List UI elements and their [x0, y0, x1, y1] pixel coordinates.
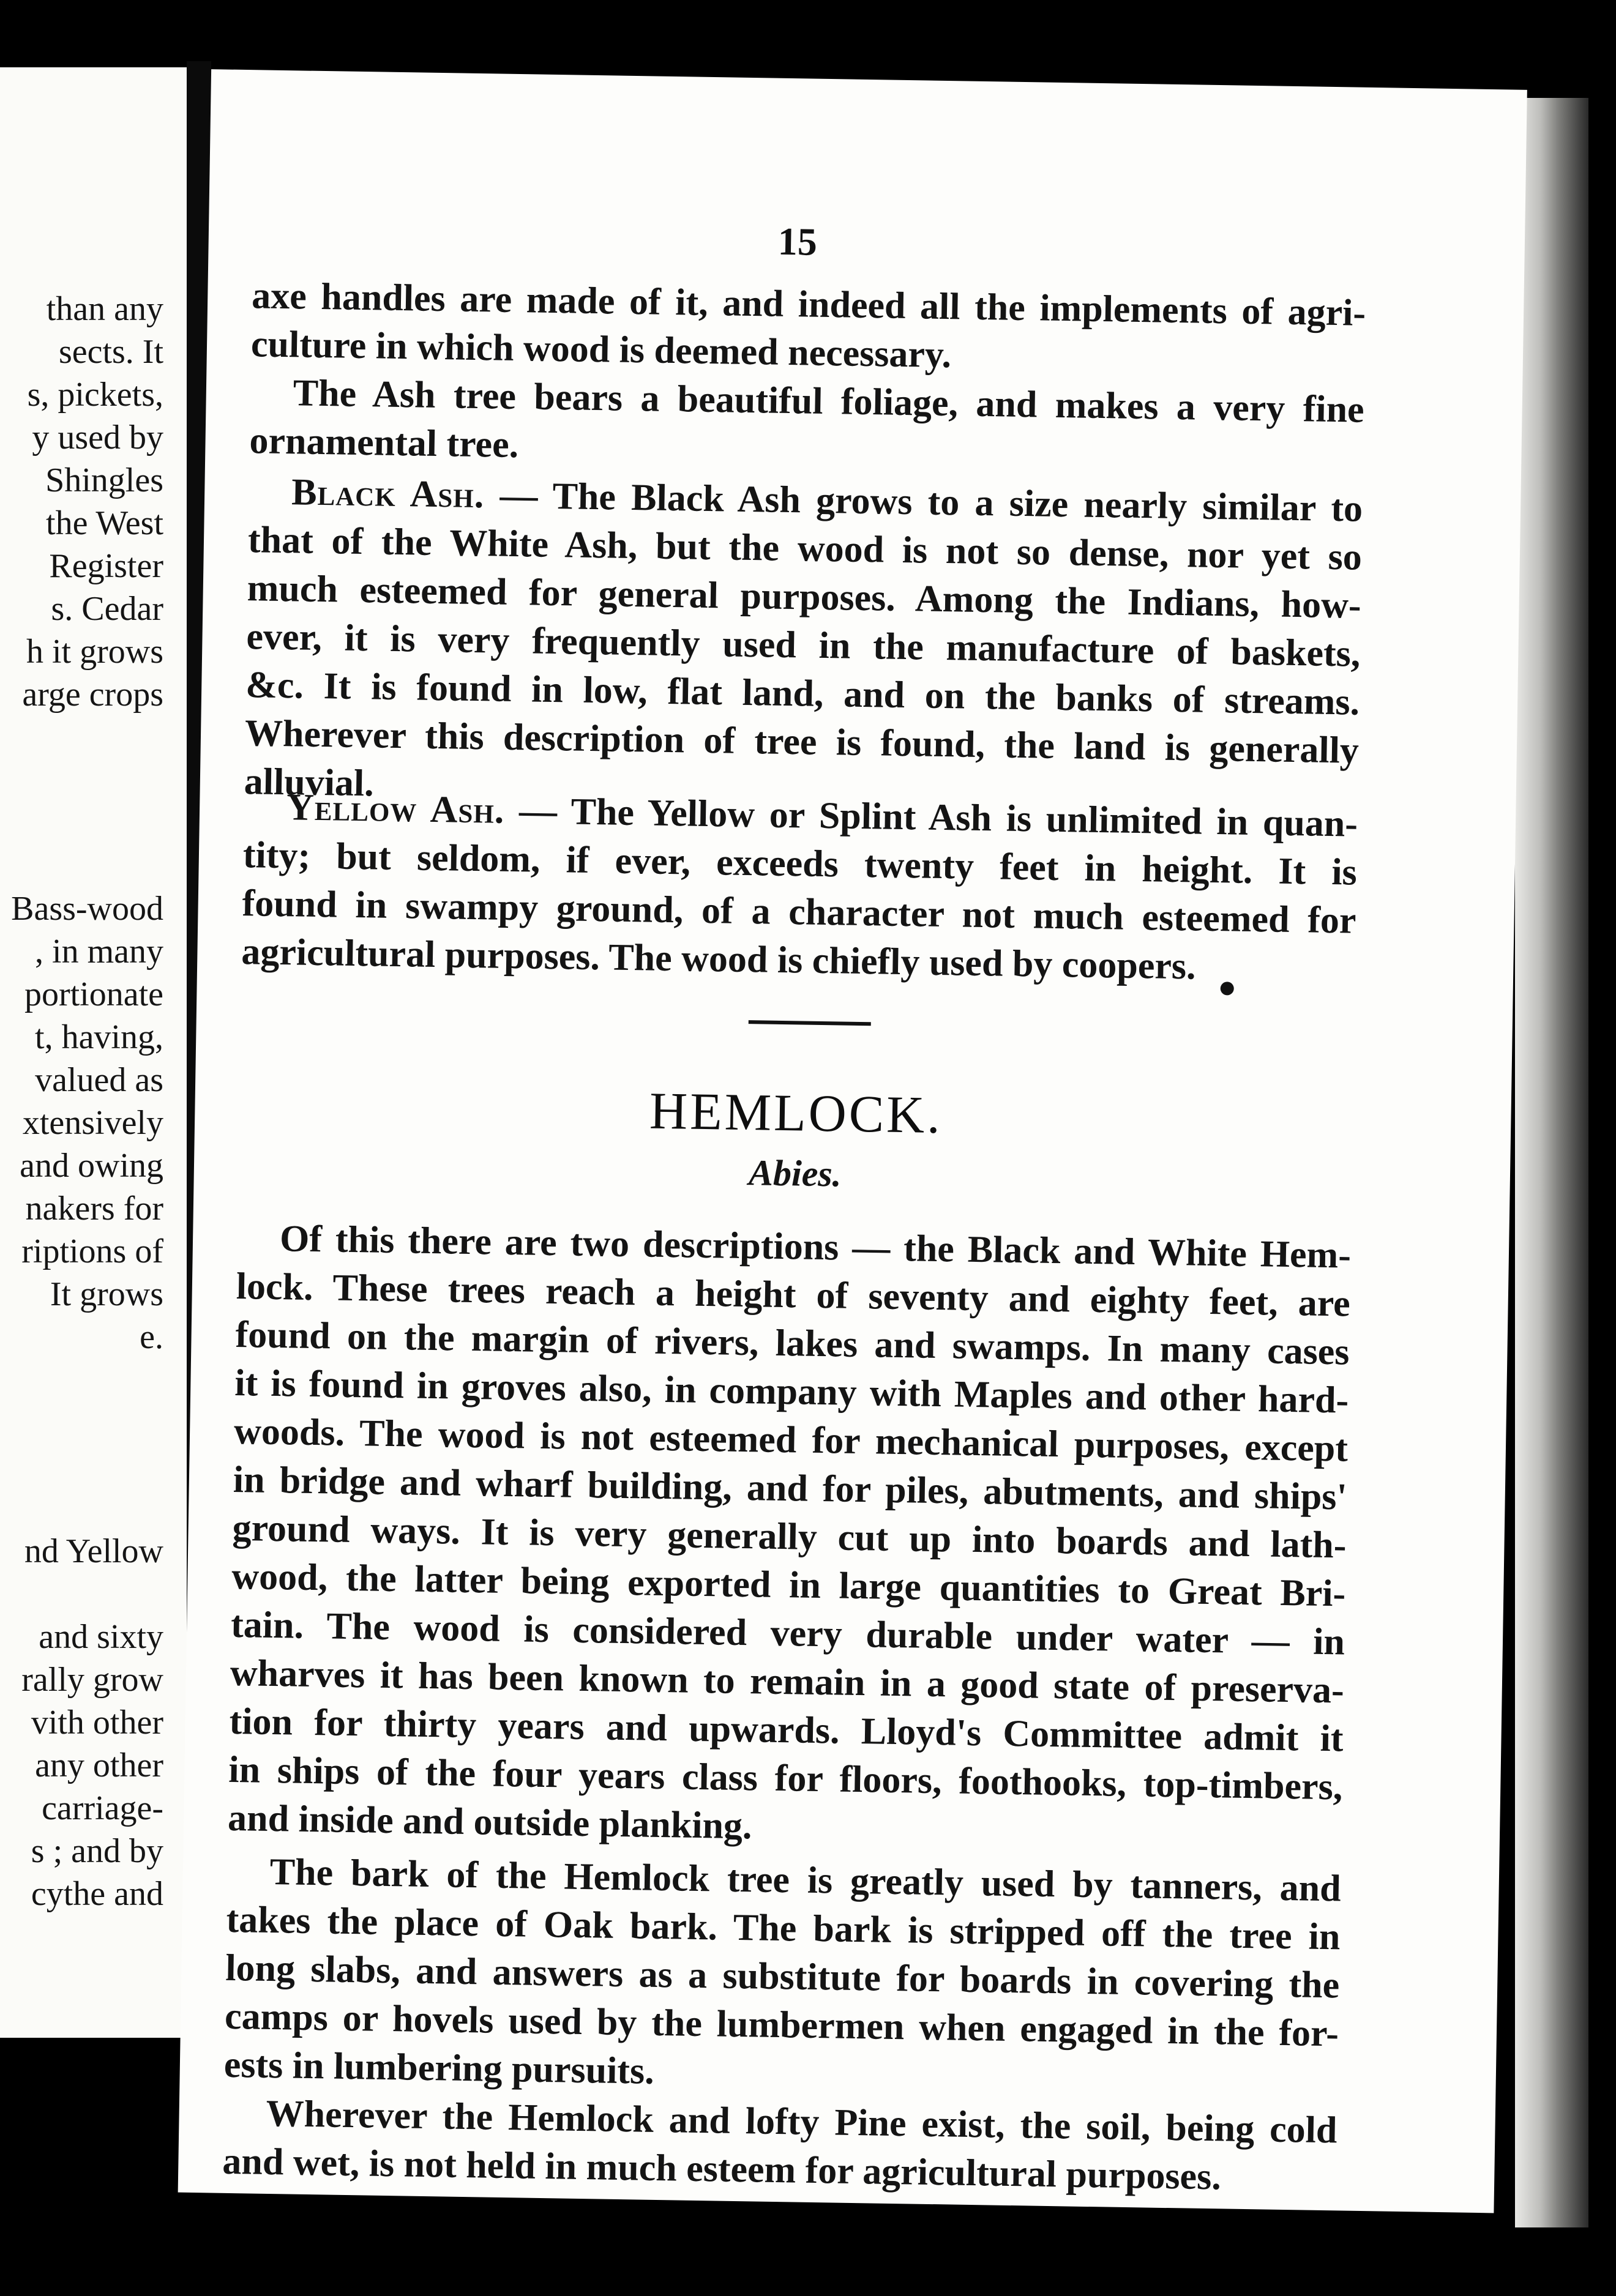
text-line: takes the place of Oak bark. The bark is stripped off the tree in: [226, 1898, 1341, 1958]
text-line: lock. These trees reach a height of seventy and eighty feet, are: [236, 1265, 1351, 1325]
left-page-line: [11, 759, 163, 802]
text-line: ornamental tree.: [249, 420, 519, 466]
left-page-text: [11, 288, 163, 1915]
left-page-line: [11, 716, 163, 759]
text-line: that of the White Ash, but the wood is not so dense, nor yet so: [247, 519, 1363, 578]
hemlock-paragraph-1: [228, 1214, 1352, 1860]
text-line: much esteemed for general purposes. Among the Indians, how-: [247, 567, 1362, 627]
page-edge: [1515, 98, 1588, 2227]
left-page-line: carriage-: [42, 1789, 163, 1827]
text-line: &c. It is found in low, flat land, and on the banks of streams.: [245, 664, 1360, 723]
left-page-line: y used by: [32, 419, 163, 457]
left-page-line: Bass-wood: [11, 890, 163, 928]
text-line: alluvial.: [244, 761, 375, 805]
left-page-line: Shingles: [45, 461, 163, 499]
text-line: ever, it is very frequently used in the manufacture of baskets,: [246, 616, 1361, 675]
hemlock-paragraph-3: [222, 2089, 1337, 2204]
left-page-line: arge crops: [22, 676, 163, 714]
text-line: ests in lumbering pursuits.: [223, 2043, 655, 2092]
section-subheading: Abies.: [748, 1152, 842, 1195]
left-page-line: h it grows: [26, 633, 163, 671]
left-page-line: nd Yellow: [24, 1532, 163, 1570]
text-line: wharves it has been known to remain in a good state of preserva-: [230, 1652, 1345, 1712]
left-page-line: xtensively: [22, 1104, 163, 1142]
text-line: wood, the latter being exported in large quantities to Great Bri-: [231, 1555, 1346, 1615]
left-page-line: , in many: [35, 933, 163, 971]
text-line: Wherever the Hemlock and lofty Pine exist, the soil, being cold: [266, 2092, 1337, 2152]
text-line: camps or hovels used by the lumbermen when engaged in the for-: [224, 1995, 1339, 2055]
text-line: The bark of the Hemlock tree is greatly used by tanners, and: [269, 1851, 1342, 1910]
left-page-line: and sixty: [39, 1618, 163, 1656]
text-line: agricultural purposes. The wood is chiefly used by coopers.: [241, 931, 1197, 988]
left-page-line: [11, 1444, 163, 1487]
text-line: tity; but seldom, if ever, exceeds twenty feet in height. It is: [242, 834, 1358, 893]
text-line-rest: — The Yellow or Splint Ash is unlimited in quan-: [504, 789, 1358, 845]
text-line: in bridge and wharf building, and for piles, abutments, and ships': [233, 1458, 1348, 1518]
left-facing-page: [0, 67, 187, 2038]
left-page-line: [11, 844, 163, 887]
section-divider: [749, 1020, 871, 1026]
black-ash-paragraph: [244, 468, 1363, 824]
left-page-line: s, pickets,: [27, 376, 163, 414]
text-line: woods. The wood is not esteemed for mechanical purposes, except: [233, 1410, 1349, 1470]
entry-label: Black Ash.: [291, 471, 485, 516]
ink-blot: [1221, 982, 1234, 995]
left-page-line: [11, 1573, 163, 1616]
text-line: it is found in groves also, in company with Maples and other hard-: [234, 1362, 1349, 1422]
left-page-line: s ; and by: [31, 1832, 163, 1870]
hemlock-paragraph-2: [223, 1847, 1341, 2107]
left-page-line: the West: [46, 504, 163, 542]
text-line: tain. The wood is considered very durable under water — in: [230, 1603, 1345, 1663]
text-line: Wherever this description of tree is found, the land is generally: [244, 712, 1360, 772]
text-line: in ships of the four years class for floors, foothooks, top-timbers,: [228, 1748, 1343, 1808]
text-line: culture in which wood is deemed necessary.: [250, 323, 952, 376]
left-page-line: valued as: [35, 1061, 163, 1099]
left-page-line: It grows: [50, 1275, 163, 1313]
text-line: and inside and outside planking.: [227, 1797, 753, 1847]
left-page-line: s. Cedar: [51, 590, 163, 628]
left-page-line: [11, 1359, 163, 1401]
left-page-line: cythe and: [31, 1875, 163, 1913]
text-line: and wet, is not held in much esteem for agricultural purposes.: [222, 2140, 1222, 2198]
entry-label: Yellow Ash.: [286, 786, 505, 832]
left-page-line: riptions of: [21, 1232, 163, 1270]
left-page-line: than any: [46, 290, 163, 328]
text-line: long slabs, and answers as a substitute for boards in covering the: [225, 1947, 1340, 2007]
left-page-line: rally grow: [21, 1661, 163, 1699]
text-line: found on the margin of rivers, lakes and swamps. In many cases: [235, 1313, 1350, 1373]
left-page-line: [11, 1487, 163, 1530]
section-heading: HEMLOCK.: [649, 1081, 943, 1145]
text-line: ground ways. It is very generally cut up into boards and lath-: [232, 1507, 1347, 1567]
yellow-ash-paragraph: [241, 783, 1358, 994]
left-page-line: t, having,: [35, 1018, 163, 1056]
text-line: axe handles are made of it, and indeed all the implements of agri-: [251, 275, 1366, 334]
left-page-line: any other: [35, 1746, 163, 1784]
text-line-rest: — The Black Ash grows to a size nearly similar to: [484, 474, 1363, 530]
left-page-line: [11, 1401, 163, 1444]
left-page-line: and owing: [20, 1147, 163, 1185]
left-page-line: vith other: [31, 1704, 163, 1742]
main-page: [178, 69, 1527, 2213]
text-line: tion for thirty years and upwards. Lloyd's Committee admit it: [229, 1700, 1344, 1760]
left-page-line: portionate: [24, 975, 163, 1013]
left-page-line: Register: [49, 547, 163, 585]
text-line: Of this there are two descriptions — the Black and White Hem-: [279, 1218, 1352, 1277]
text-line: found in swampy ground, of a character not much esteemed for: [242, 882, 1357, 942]
text-line: The Ash tree bears a beautiful foliage, and makes a very fine: [293, 372, 1365, 431]
left-page-line: nakers for: [25, 1190, 163, 1228]
left-page-line: e.: [140, 1318, 163, 1356]
intro-paragraph: [249, 272, 1366, 483]
left-page-line: [11, 802, 163, 844]
left-page-line: sects. It: [58, 333, 163, 371]
page-number: 15: [777, 219, 818, 264]
